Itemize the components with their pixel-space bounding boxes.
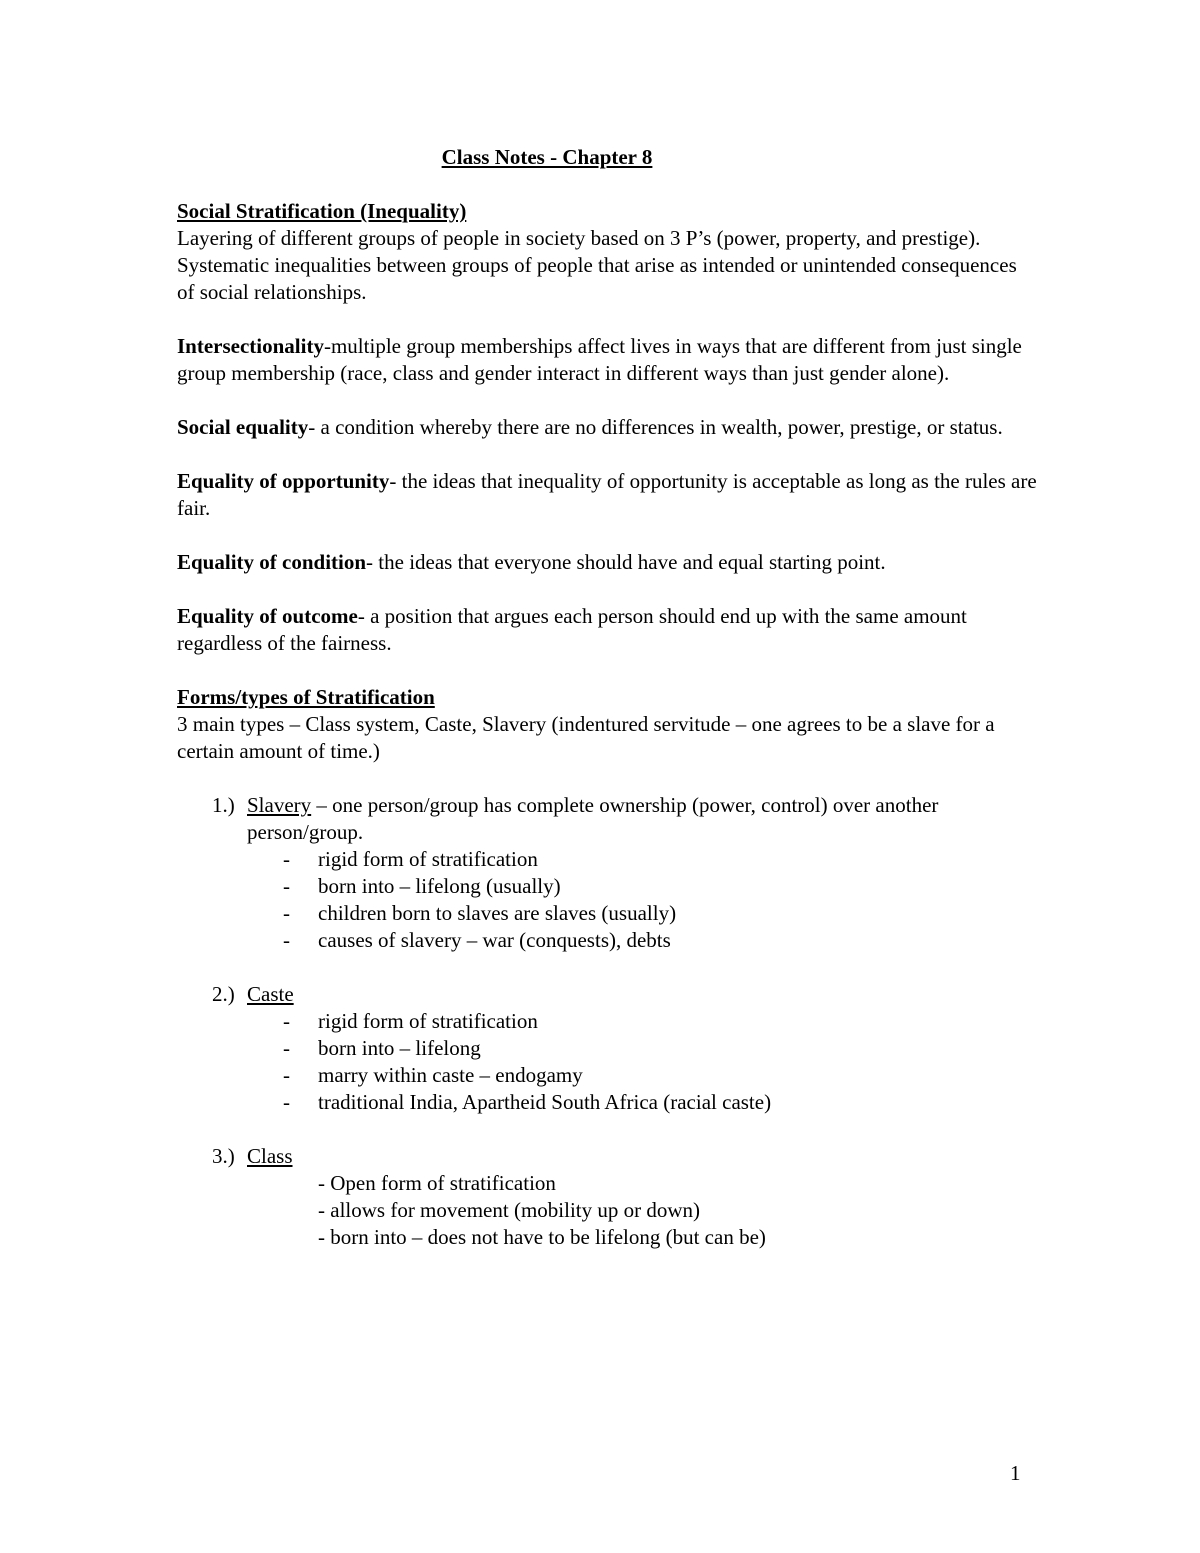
social-stratification-section [177, 198, 1037, 306]
type-name: Slavery [247, 793, 312, 817]
list-item [177, 873, 1037, 900]
list-item: - born into – does not have to be lifelong (but can be) [318, 1225, 766, 1249]
type-caste [177, 981, 1037, 1008]
list-item: - Open form of stratification [318, 1171, 556, 1195]
type-slavery [177, 792, 1037, 846]
bullet-text: rigid form of stratification [318, 1009, 538, 1033]
page-title: Class Notes - Chapter 8 [441, 145, 653, 169]
definition-equality-of-condition [177, 549, 1037, 576]
forms-heading: Forms/types of Stratification [177, 685, 435, 709]
definition-text: - a condition whereby there are no differences in wealth, power, prestige, or status. [308, 415, 1003, 439]
dash-bullet: - [283, 874, 290, 898]
dash-bullet: - [283, 1090, 290, 1114]
definition-text: -multiple group memberships affect lives in ways that are different from just single group membership (race, class and gender interact in different ways than just gender alone). [177, 334, 1022, 385]
definition-term: Equality of opportunity [177, 469, 390, 493]
dash-bullet: - [283, 901, 290, 925]
social-stratification-heading: Social Stratification (Inequality) [177, 199, 467, 223]
bullet-text: marry within caste – endogamy [318, 1063, 583, 1087]
bullet-text: born into – lifelong (usually) [318, 874, 561, 898]
document-content [177, 144, 1037, 1251]
list-item [177, 900, 1037, 927]
type-description: – one person/group has complete ownership (power, control) over another person/group. [247, 793, 939, 844]
forms-intro: 3 main types – Class system, Caste, Slavery (indentured servitude – one agrees to be a slave for a certain amount of time.) [177, 712, 995, 763]
list-item [177, 927, 1037, 954]
dash-bullet: - [283, 847, 290, 871]
bullet-text: traditional India, Apartheid South Africa (racial caste) [318, 1090, 772, 1114]
slavery-bullet-list [177, 846, 1037, 954]
caste-bullet-list [177, 1008, 1037, 1116]
class-bullet-list [177, 1170, 1037, 1251]
type-name: Caste [247, 982, 294, 1006]
dash-bullet: - [283, 1063, 290, 1087]
definition-equality-of-opportunity [177, 468, 1037, 522]
list-item [177, 1062, 1037, 1089]
list-number: 3.) [212, 1144, 235, 1168]
dash-bullet: - [283, 928, 290, 952]
social-stratification-text: Layering of different groups of people in society based on 3 P’s (power, property, and prestige). Systematic inequalities between groups of people that arise as intended or unintended consequences of social relationships. [177, 226, 1017, 304]
type-name: Class [247, 1144, 293, 1168]
dash-bullet: - [283, 1009, 290, 1033]
list-number: 1.) [212, 793, 235, 817]
definition-text: - the ideas that inequality of opportunity is acceptable as long as the rules are fair. [177, 469, 1037, 520]
list-number: 2.) [212, 982, 235, 1006]
list-item [177, 1089, 1037, 1116]
dash-bullet: - [283, 1036, 290, 1060]
definition-term: Intersectionality [177, 334, 324, 358]
definition-term: Equality of condition [177, 550, 367, 574]
definition-term: Equality of outcome [177, 604, 358, 628]
bullet-text: rigid form of stratification [318, 847, 538, 871]
definition-term: Social equality [177, 415, 309, 439]
bullet-text: children born to slaves are slaves (usually) [318, 901, 677, 925]
forms-section [177, 684, 1037, 765]
list-item [177, 846, 1037, 873]
bullet-text: born into – lifelong [318, 1036, 481, 1060]
definition-text: - the ideas that everyone should have and equal starting point. [366, 550, 886, 574]
list-item: - allows for movement (mobility up or down) [318, 1198, 701, 1222]
list-item [177, 1008, 1037, 1035]
page-number: 1 [1010, 1461, 1021, 1485]
type-class [177, 1143, 1037, 1170]
definition-intersectionality [177, 333, 1037, 387]
definition-social-equality [177, 414, 1037, 441]
list-item [177, 1035, 1037, 1062]
definition-equality-of-outcome [177, 603, 1037, 657]
definition-text: - a position that argues each person should end up with the same amount regardless of the fairness. [177, 604, 967, 655]
bullet-text: causes of slavery – war (conquests), debts [318, 928, 671, 952]
